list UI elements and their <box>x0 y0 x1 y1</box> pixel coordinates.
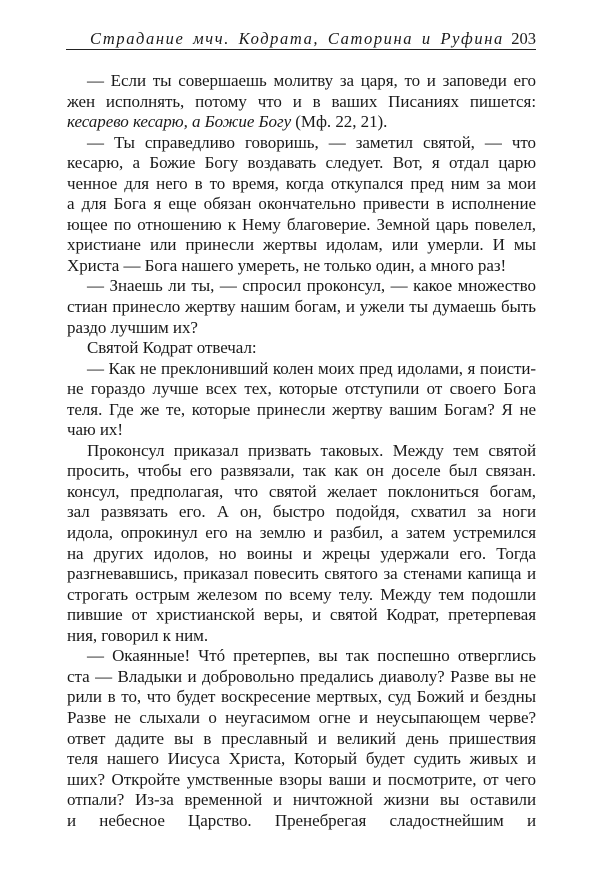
text-line <box>67 71 536 92</box>
text-line <box>67 133 536 154</box>
text-segment: ченное для него в то время, когда откупался пред ним за мои <box>67 173 536 193</box>
text-segment: кесарю, а Божие Богу воздавать следует. Вот, я отдал царю <box>67 153 536 173</box>
text-segment: рили в то, что будет воскресение мертвых, суд Божий и бездны <box>67 687 536 707</box>
text-segment: теля нашего Иисуса Христа, Который будет судить живых и <box>67 749 536 769</box>
text-line <box>67 153 536 174</box>
page-body-text <box>67 71 536 831</box>
text-line <box>67 749 536 770</box>
text-segment: пившие от христианской веры, и святой Кодрат, претерпевая <box>67 605 536 625</box>
text-line <box>67 359 536 380</box>
text-segment: ющее по отношению к Нему благоверие. Земной царь повелел, <box>67 214 536 234</box>
text-segment: — Как не преклонивший колен моих пред идолами, я поисти- <box>87 358 536 378</box>
text-line <box>67 708 536 729</box>
text-line <box>67 297 536 318</box>
text-segment: христиане или принесли жертвы идолам, или умерли. И мы <box>67 235 536 255</box>
text-segment: зал развязать его. А он, быстро подойдя, схватил за ноги <box>67 502 536 522</box>
text-segment: не гораздо лучше всех тех, которые отступили от своего Бога <box>67 379 536 399</box>
text-line <box>67 400 536 421</box>
text-segment: жен исполнять, потому что и в ваших Писаниях пишется: <box>67 91 536 111</box>
text-segment: отпали? Из-за временной и ничтожной жизни вы оставили <box>67 790 536 810</box>
text-line <box>67 585 536 606</box>
text-line <box>67 502 536 523</box>
text-segment: Проконсул приказал призвать таковых. Между тем святой <box>87 440 536 460</box>
text-segment: стиан принесло жертву нашим богам, и ужели ты думаешь быть <box>67 297 536 317</box>
text-line <box>67 194 536 215</box>
text-line <box>67 318 536 339</box>
text-segment: ния, говорил к ним. <box>67 625 209 645</box>
text-segment: (Мф. 22, 21). <box>291 112 388 132</box>
text-segment: ста — Владыки и добровольно предались диаволу? Разве вы не <box>67 666 536 686</box>
text-line <box>67 605 536 626</box>
text-line <box>67 441 536 462</box>
text-line <box>67 482 536 503</box>
text-line <box>67 811 536 832</box>
text-line <box>67 646 536 667</box>
text-line <box>67 687 536 708</box>
text-line <box>67 215 536 236</box>
text-line <box>67 276 536 297</box>
running-title: Страдание мчч. Кодрата, Саторина и Руфина <box>90 29 504 48</box>
italic-quote: кесарево кесарю, а Божие Богу <box>67 112 292 132</box>
text-line <box>67 770 536 791</box>
text-line <box>67 379 536 400</box>
text-line <box>67 174 536 195</box>
text-segment: идола, опрокинул его на землю и разбил, а затем устремился <box>67 523 536 543</box>
text-line <box>67 92 536 113</box>
text-segment: а для Бога я еще обязан окончательно привести в исполнение <box>67 194 536 214</box>
text-line <box>67 235 536 256</box>
page-number: 203 <box>511 29 536 48</box>
text-segment: строгать острым железом по всему телу. Между тем подошли <box>67 584 536 604</box>
text-line <box>67 523 536 544</box>
text-segment: — Знаешь ли ты, — спросил проконсул, — какое множество <box>87 276 536 296</box>
text-segment: на других идолов, но воины и жрецы удержали его. Тогда <box>67 543 536 563</box>
text-line <box>67 626 536 647</box>
text-line <box>67 338 536 359</box>
running-header <box>66 27 536 50</box>
text-line <box>67 667 536 688</box>
text-line <box>67 544 536 565</box>
text-segment: теля. Где же те, которые принесли жертву вашим Богам? Я не <box>67 399 536 419</box>
text-line <box>67 420 536 441</box>
text-segment: Святой Кодрат отвечал: <box>87 338 257 358</box>
text-line <box>67 461 536 482</box>
text-segment: ших? Откройте умственные взоры ваши и посмотрите, от чего <box>67 769 536 789</box>
text-segment: раздо лучшим их? <box>67 317 198 337</box>
text-segment: — Если ты совершаешь молитву за царя, то и заповеди его <box>87 71 536 90</box>
text-segment: просить, чтобы его развязали, так как он доселе был связан. <box>67 461 536 481</box>
text-line <box>67 564 536 585</box>
text-segment: чаю их! <box>67 420 123 440</box>
text-line <box>67 256 536 277</box>
text-segment: консул, предполагая, что святой желает поклониться богам, <box>67 481 536 501</box>
text-line <box>67 790 536 811</box>
text-line <box>67 729 536 750</box>
text-line <box>67 112 536 133</box>
text-segment: Разве не слыхали о неугасимом огне и неусыпающем черве? <box>67 707 536 727</box>
text-segment: — Ты справедливо говоришь, — заметил святой, — что <box>87 132 536 152</box>
text-segment: и небесное Царство. Пренебрегая сладостнейшим и <box>67 810 536 830</box>
text-segment: Христа — Бога нашего умереть, не только один, а много раз! <box>67 255 507 275</box>
text-segment: ответ дадите вы в преславный и великий день пришествия <box>67 728 536 748</box>
text-segment: разгневавшись, приказал повесить святого за стенами капища и <box>67 564 536 584</box>
text-segment: — Окаянные! Чтó претерпев, вы так поспешно отверглись <box>87 646 536 666</box>
